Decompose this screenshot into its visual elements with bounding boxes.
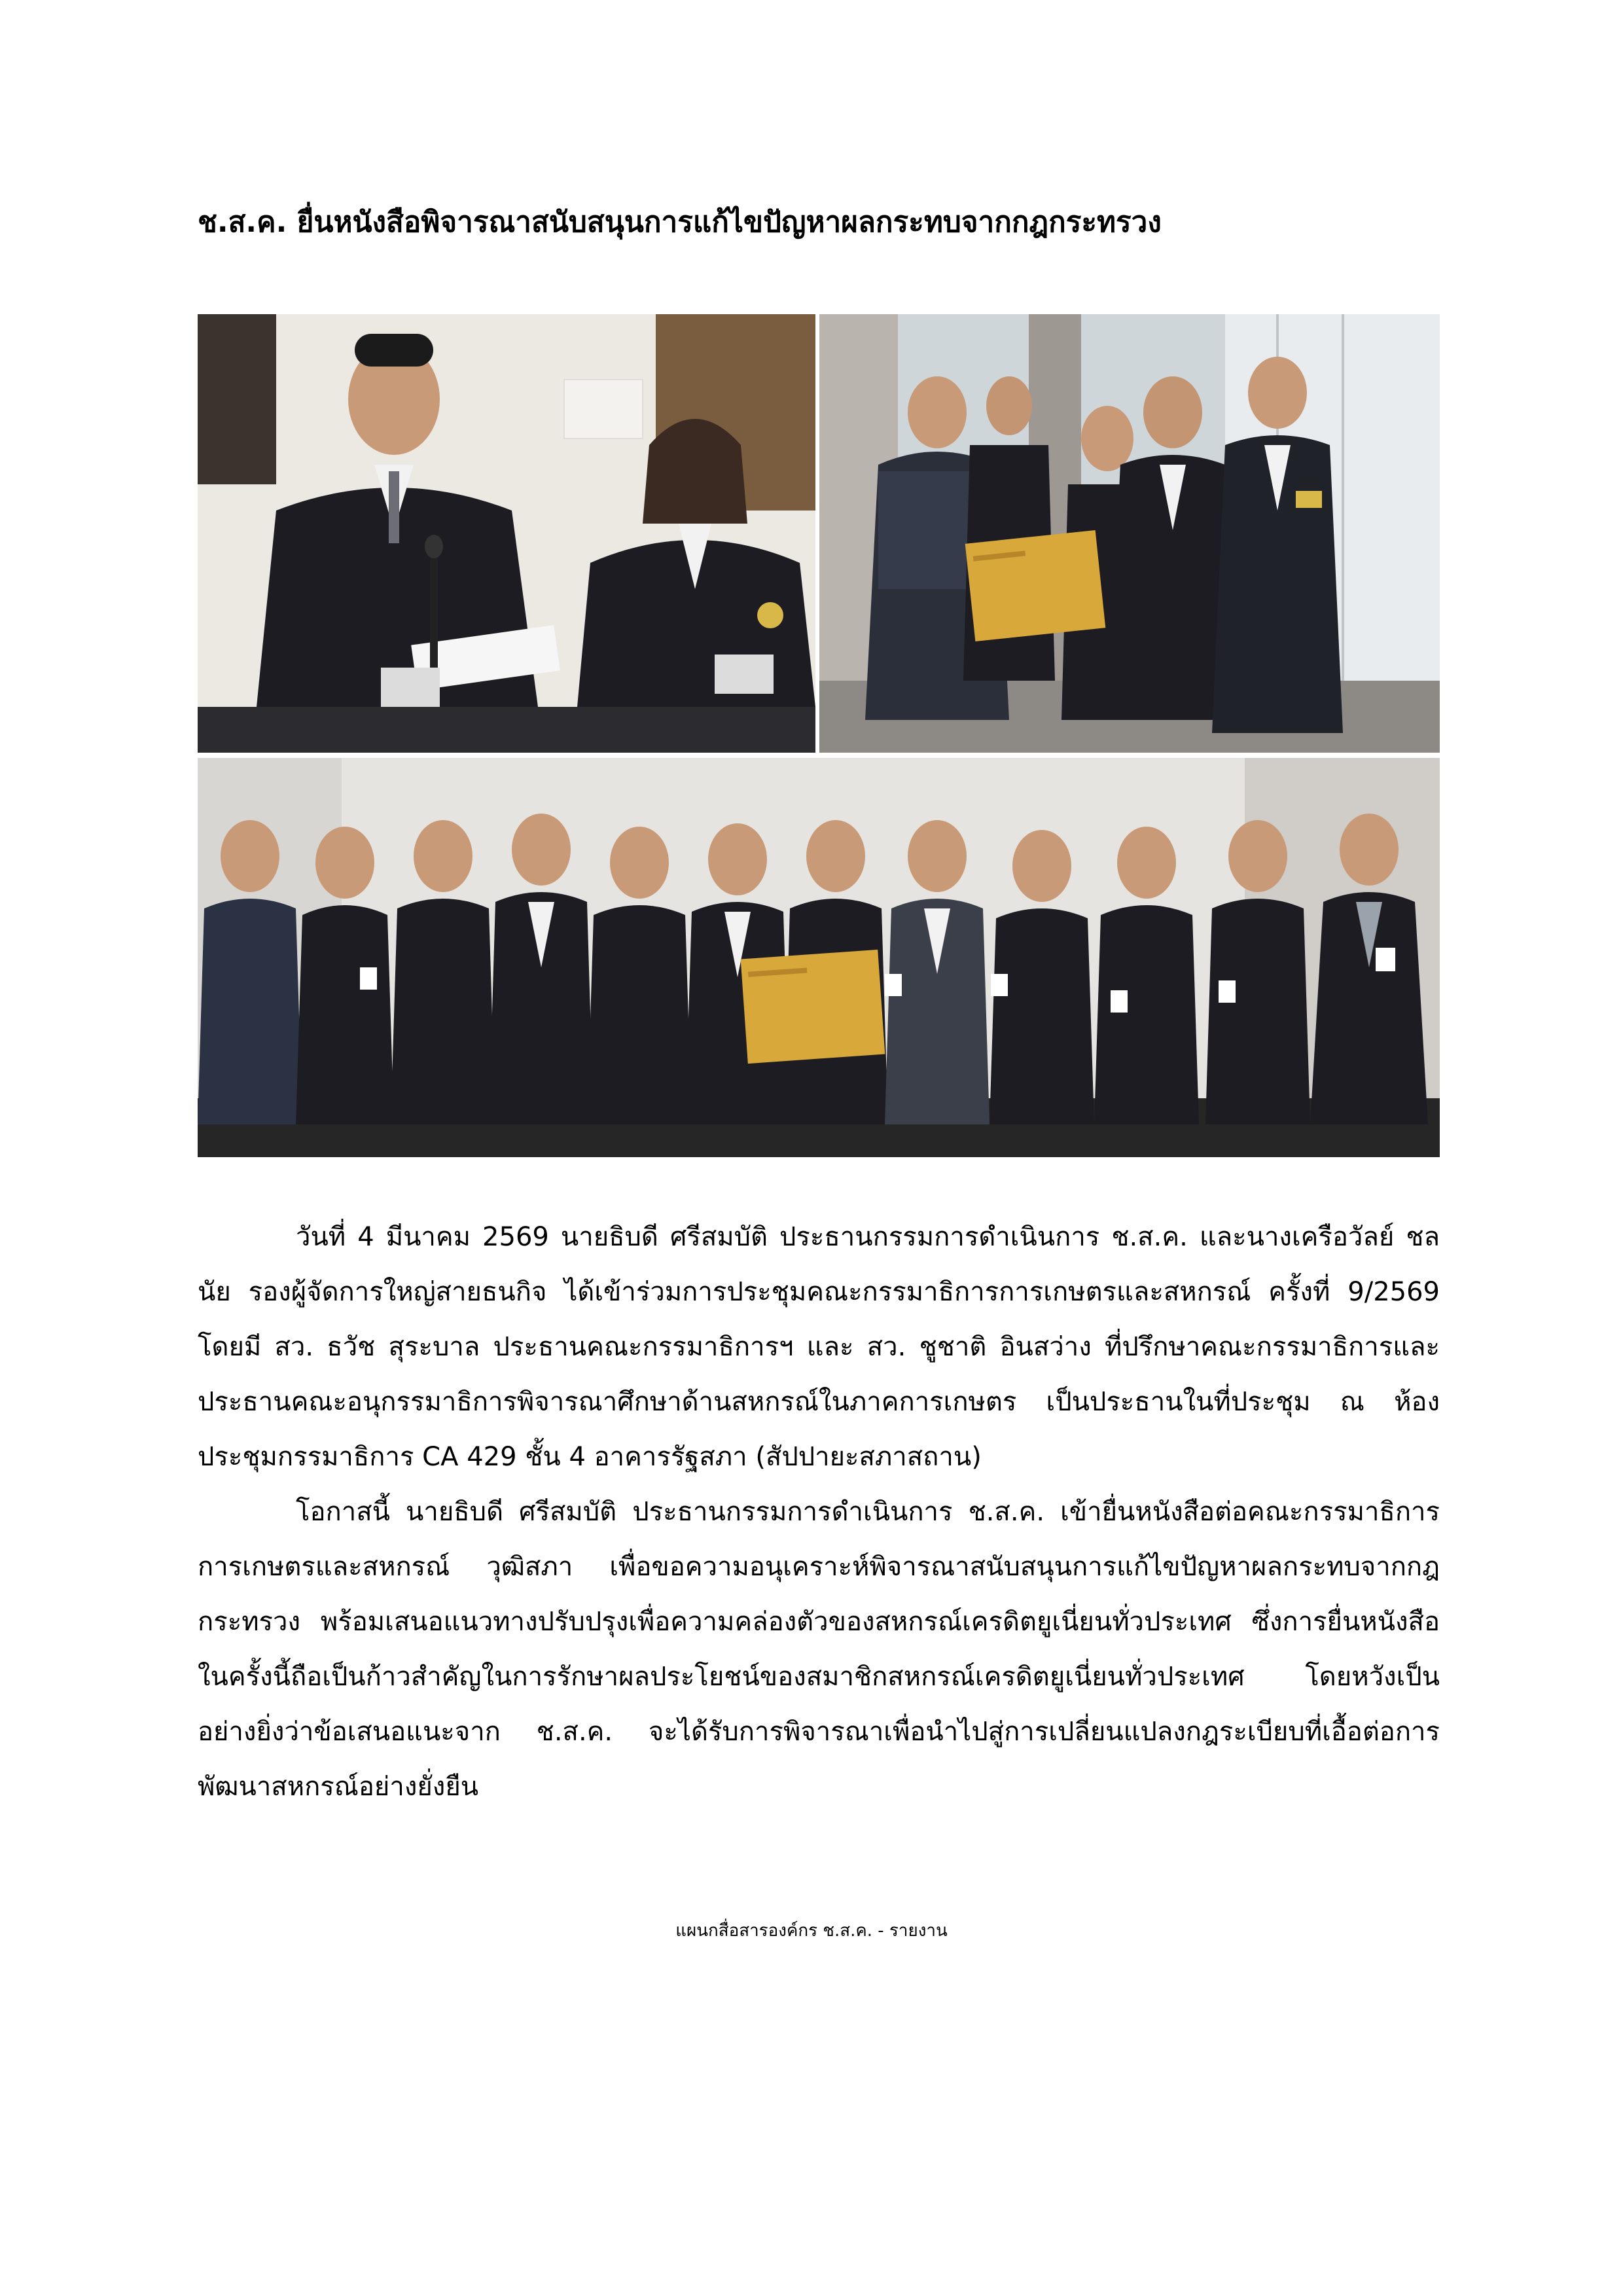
paragraph-1: วันที่ 4 มีนาคม 2569 นายธิบดี ศรีสมบัติ ประธานกรรมการดำเนินการ ช.ส.ค. และนางเครือวัลย์ ชลนัย รองผู้จัดการใหญ่สายธนกิจ ได้เข้าร่วมการประชุมคณะกรรมาธิการการเกษตรและสหกรณ์ ครั้งที่ 9/2569 โดยมี สว. ธวัช สุระบาล ประธานคณะกรรมาธิการฯ และ สว. ชูชาติ อินสว่าง ที่ปรึกษาคณะกรรมาธิการและประธานคณะอนุกรรมาธิการพิจารณาศึกษาด้านสหกรณ์ในภาคการเกษตร เป็นประธานในที่ประชุม ณ ห้องประชุมกรรมาธิการ CA 429 ชั้น 4 อาคารรัฐสภา (สัปปายะสภาสถาน) — [198, 1222, 1440, 1472]
paragraph-2: โอกาสนี้ นายธิบดี ศรีสมบัติ ประธานกรรมการดำเนินการ ช.ส.ค. เข้ายื่นหนังสือต่อคณะกรรมาธิการการเกษตรและสหกรณ์ วุฒิสภา เพื่อขอความอนุเคราะห์พิจารณาสนับสนุนการแก้ไขปัญหาผลกระทบจากกฎกระทรวง พร้อมเสนอแนวทางปรับปรุงเพื่อความคล่องตัวของสหกรณ์เครดิตยูเนี่ยนทั่วประเทศ ซึ่งการยื่นหนังสือในครั้งนี้ถือเป็นก้าวสำคัญในการรักษาผลประโยชน์ของสมาชิกสหกรณ์เครดิตยูเนี่ยนทั่วประเทศ โดยหวังเป็นอย่างยิ่งว่าข้อเสนอแนะจาก ช.ส.ค. จะได้รับการพิจารณาเพื่อนำไปสู่การเปลี่ยนแปลงกฎระเบียบที่เอื้อต่อการพัฒนาสหกรณ์อย่างยั่งยืน — [198, 1497, 1440, 1802]
photo-group — [198, 758, 1440, 1157]
photo-envelope-handover — [819, 314, 1440, 753]
article-body — [198, 1210, 1440, 1814]
footer-credit: แผนกสื่อสารองค์กร ช.ส.ค. - รายงาน — [675, 1921, 948, 1941]
photo-meeting-speaker — [198, 314, 815, 753]
page-title: ช.ส.ค. ยื่นหนังสือพิจารณาสนับสนุนการแก้ไขปัญหาผลกระทบจากกฎกระทรวง — [198, 206, 1162, 239]
